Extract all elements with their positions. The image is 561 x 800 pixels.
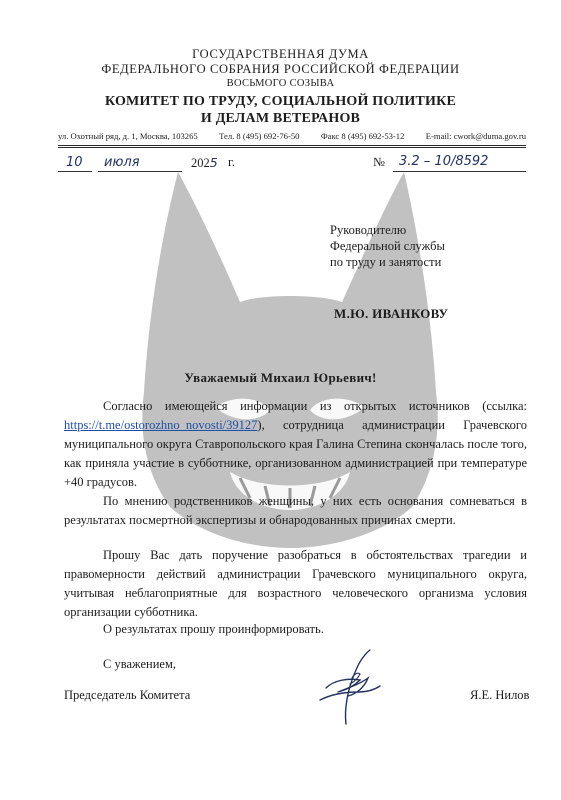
contact-fax: Факс 8 (495) 692-53-12 bbox=[320, 131, 405, 141]
p1-end: ), сотрудница администрации Грачевского муниципального округа Ставропольского края Галина Степина скончалась после того, как приняла участие в субботнике, организованном администрацией при температуре +40 градусов. bbox=[64, 418, 527, 489]
signature-icon bbox=[308, 648, 388, 728]
date-suffix: г. bbox=[228, 155, 235, 169]
header-line-3: ВОСЬМОГО СОЗЫВА bbox=[226, 78, 335, 89]
contact-email: E-mail: cwork@duma.gov.ru bbox=[425, 131, 526, 141]
date-month: июля bbox=[104, 155, 140, 170]
header-line-1: ГОСУДАРСТВЕННАЯ ДУМА bbox=[192, 47, 369, 61]
body-paragraph-1 bbox=[64, 397, 527, 492]
date-year-handwritten: 5 bbox=[209, 155, 218, 170]
contact-address: ул. Охотный ряд, д. 1, Москва, 103265 bbox=[58, 131, 198, 141]
salutation: Уважаемый Михаил Юрьевич! bbox=[184, 370, 377, 385]
closing: С уважением, bbox=[103, 657, 176, 671]
committee-title-line-1: КОМИТЕТ ПО ТРУДУ, СОЦИАЛЬНОЙ ПОЛИТИКЕ bbox=[104, 94, 457, 109]
date-day-underline bbox=[58, 171, 92, 172]
number-value-text: 3.2 – 10/8592 bbox=[399, 154, 489, 169]
signatory-name: Я.Е. Нилов bbox=[470, 688, 530, 702]
date-day: 10 bbox=[66, 155, 83, 170]
addressee-line-2: Федеральной службы bbox=[330, 239, 445, 253]
number-value bbox=[399, 154, 488, 169]
header-rule-top bbox=[58, 145, 526, 146]
addressee-name: М.Ю. ИВАНКОВУ bbox=[334, 306, 449, 321]
number-label: № bbox=[373, 155, 385, 169]
contact-line bbox=[58, 131, 526, 141]
header-line-2: ФЕДЕРАЛЬНОГО СОБРАНИЯ РОССИЙСКОЙ ФЕДЕРАЦИИ bbox=[101, 62, 460, 76]
source-link[interactable]: https://t.me/ostorozhno_novosti/39127 bbox=[64, 418, 258, 432]
addressee-line-1: Руководителю bbox=[330, 223, 407, 237]
date-month-underline bbox=[98, 171, 182, 172]
header-rule-bottom bbox=[58, 147, 526, 148]
date-number-row bbox=[58, 155, 526, 177]
p1-start: Согласно имеющейся информации из открытых источников (ссылка: bbox=[103, 399, 527, 413]
body-paragraph-3: Прошу Вас дать поручение разобраться в обстоятельствах трагедии и правомерности действий администрации Грачевского муниципального округа, учитывая неблагоприятные для возрастного человеческого организма условия организации субботника. bbox=[64, 548, 527, 619]
body-paragraph-2: По мнению родственников женщины, у них есть основания сомневаться в результатах посмертной экспертизы и обнародованных причинах смерти. bbox=[64, 494, 527, 527]
body-paragraph-4: О результатах прошу проинформировать. bbox=[103, 622, 324, 636]
contact-phone: Тел. 8 (495) 692-76-50 bbox=[219, 131, 300, 141]
number-underline bbox=[393, 171, 526, 172]
signatory-role: Председатель Комитета bbox=[64, 688, 191, 702]
committee-title-line-2: И ДЕЛАМ ВЕТЕРАНОВ bbox=[200, 111, 361, 126]
addressee-line-3: по труду и занятости bbox=[330, 255, 442, 269]
date-year-prefix: 202 bbox=[191, 156, 210, 170]
date-year bbox=[191, 155, 218, 171]
